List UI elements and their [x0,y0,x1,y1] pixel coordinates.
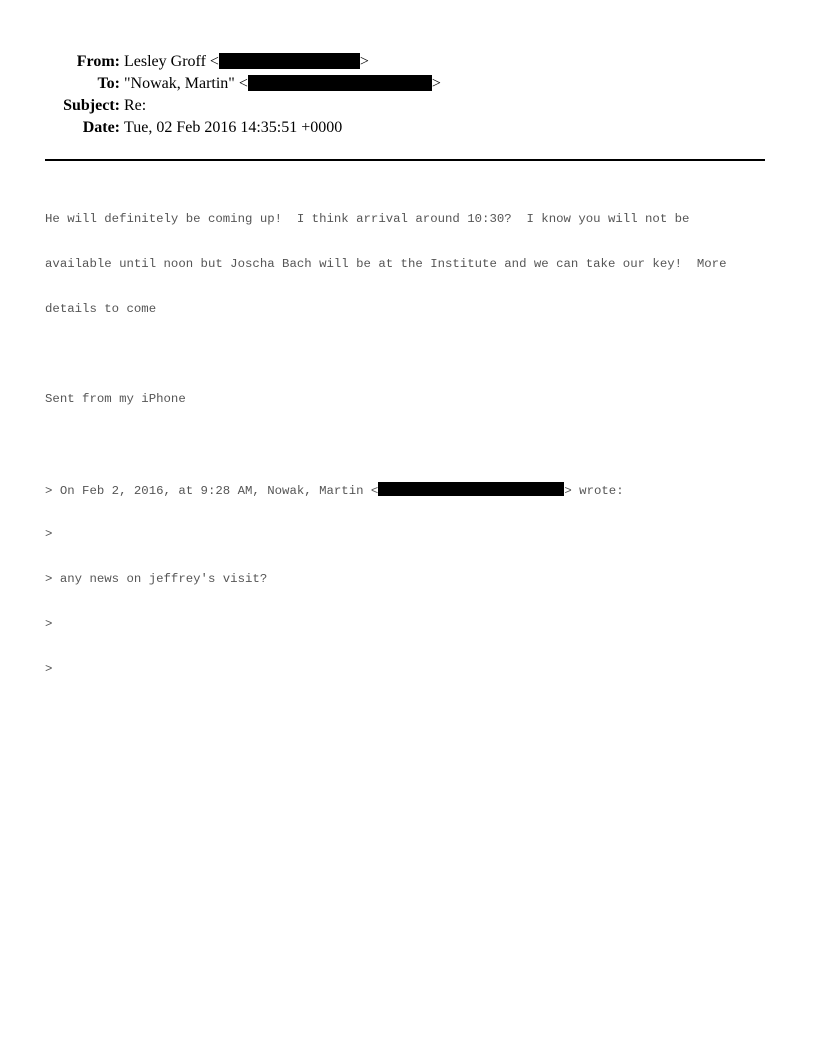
to-name: "Nowak, Martin" < [124,75,248,92]
quote-email-redaction [378,482,564,496]
to-label: To: [97,75,120,92]
quote-intro-line [45,482,771,497]
quote-blank-line: > [45,527,53,541]
to-close-bracket: > [431,75,441,92]
body-line-1: He will definitely be coming up! I think arrival around 10:30? I know you will not be [45,212,690,226]
blank-line [45,437,771,452]
subject-value: Re: [124,97,147,114]
from-close-bracket: > [359,53,369,70]
to-value [124,73,441,95]
subject-label: Subject: [63,97,120,114]
header-divider [45,159,765,161]
quote-blank-line: > [45,662,53,676]
body-line-3: details to come [45,302,157,316]
from-value [124,51,369,73]
from-name: Lesley Groff < [124,53,219,70]
to-row [0,73,816,95]
date-label: Date: [82,119,120,136]
quote-intro-suffix: > wrote: [564,484,624,498]
to-email-redaction [248,75,432,91]
signature-line: Sent from my iPhone [45,392,186,406]
quote-blank-line: > [45,617,53,631]
subject-row [0,95,816,117]
body-line-2: available until noon but Joscha Bach will be at the Institute and we can take our key! More [45,257,727,271]
date-value: Tue, 02 Feb 2016 14:35:51 +0000 [124,119,343,136]
from-email-redaction [219,53,360,69]
from-label: From: [76,53,120,70]
from-row [0,51,816,73]
quote-text-line: > any news on jeffrey's visit? [45,572,268,586]
date-row [0,117,816,139]
email-header [0,51,816,139]
blank-line [45,347,771,362]
email-body [45,182,771,692]
quote-intro-prefix: > On Feb 2, 2016, at 9:28 AM, Nowak, Martin < [45,484,379,498]
